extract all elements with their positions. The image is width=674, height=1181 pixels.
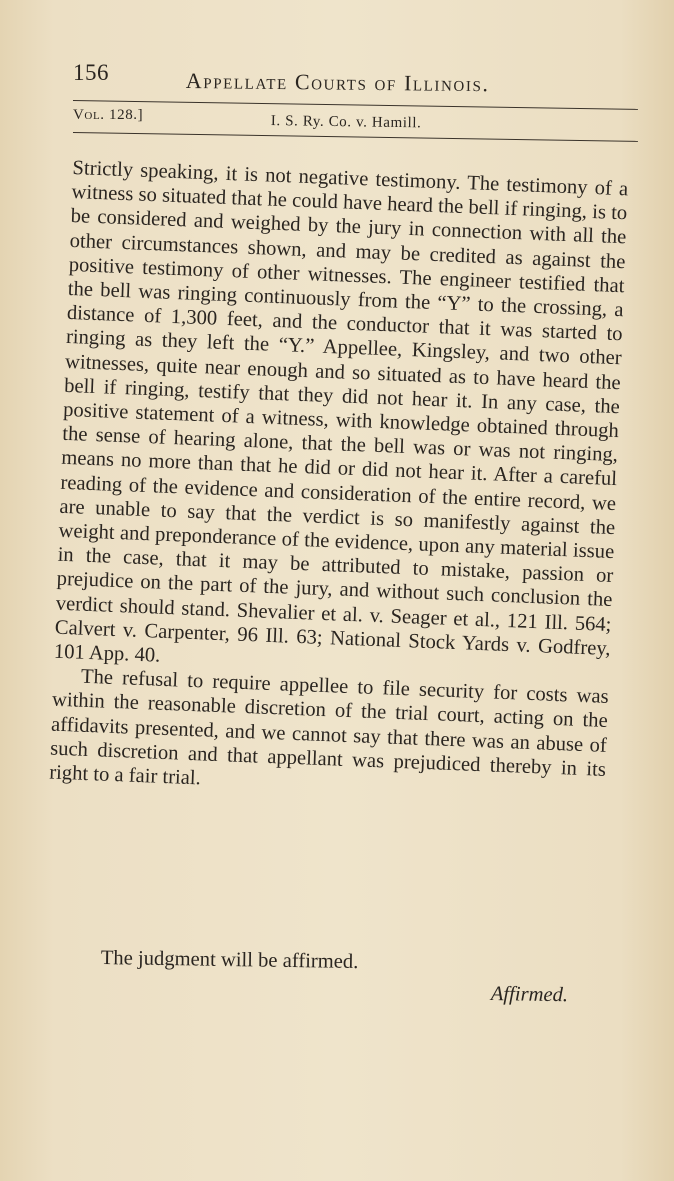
volume-label: Vol. 128.] — [73, 107, 144, 123]
header-rule-top — [73, 100, 638, 110]
running-head: Appellate Courts of Illinois. — [185, 68, 490, 97]
paragraph: Strictly speaking, it is not negative testimony. The testimony of a witness so situated that he could have heard the bell if ringing, is to be considered and weighed by the jury in connection with all the other circumstances shown, and may be credited as against the positive testimony of other witnesses. The engineer testified that the bell was ringing continuously from the “Y” to the crossing, a distance of 1,300 feet, and the conductor that it was started to ringing as they left the “Y.” Appellee, Kingsley, and two other witnesses, quite near enough and so situated as to have heard the bell if ringing, testify that they did not hear it. In any case, the positive statement of a witness, with knowledge obtained through the sense of hearing alone, that the bell was or was not ringing, means no more than that he did or did not hear it. After a careful reading of the evidence and consideration of the entire record, we are unable to say that the verdict is so manifestly against the weight and preponderance of the evidence, upon any material issue in the case, that it may be attributed to mistake, passion or prejudice on the part of the jury, and without such conclusion the verdict should stand. Shevalier et al. v. Seager et al., 121 Ill. 564; Calvert v. Carpenter, 96 Ill. 63; National Stock Yards v. Godfrey, 101 App. 40. — [53, 156, 629, 667]
disposition: Affirmed. — [490, 983, 569, 1007]
paragraph: The refusal to require appellee to file security for costs was within the reasonable discretion of the trial court, acting on the affidavits presented, and we cannot say that there was an abuse of such discretion and that appellant was prejudiced thereby in its right to a fair trial. — [48, 665, 610, 790]
opinion-text — [49, 156, 629, 806]
page-number: 156 — [73, 60, 109, 85]
header-rule-bottom — [73, 132, 638, 142]
judgment-line: The judgment will be affirmed. — [100, 947, 359, 974]
case-title: I. S. Ry. Co. v. Hamill. — [270, 113, 422, 132]
